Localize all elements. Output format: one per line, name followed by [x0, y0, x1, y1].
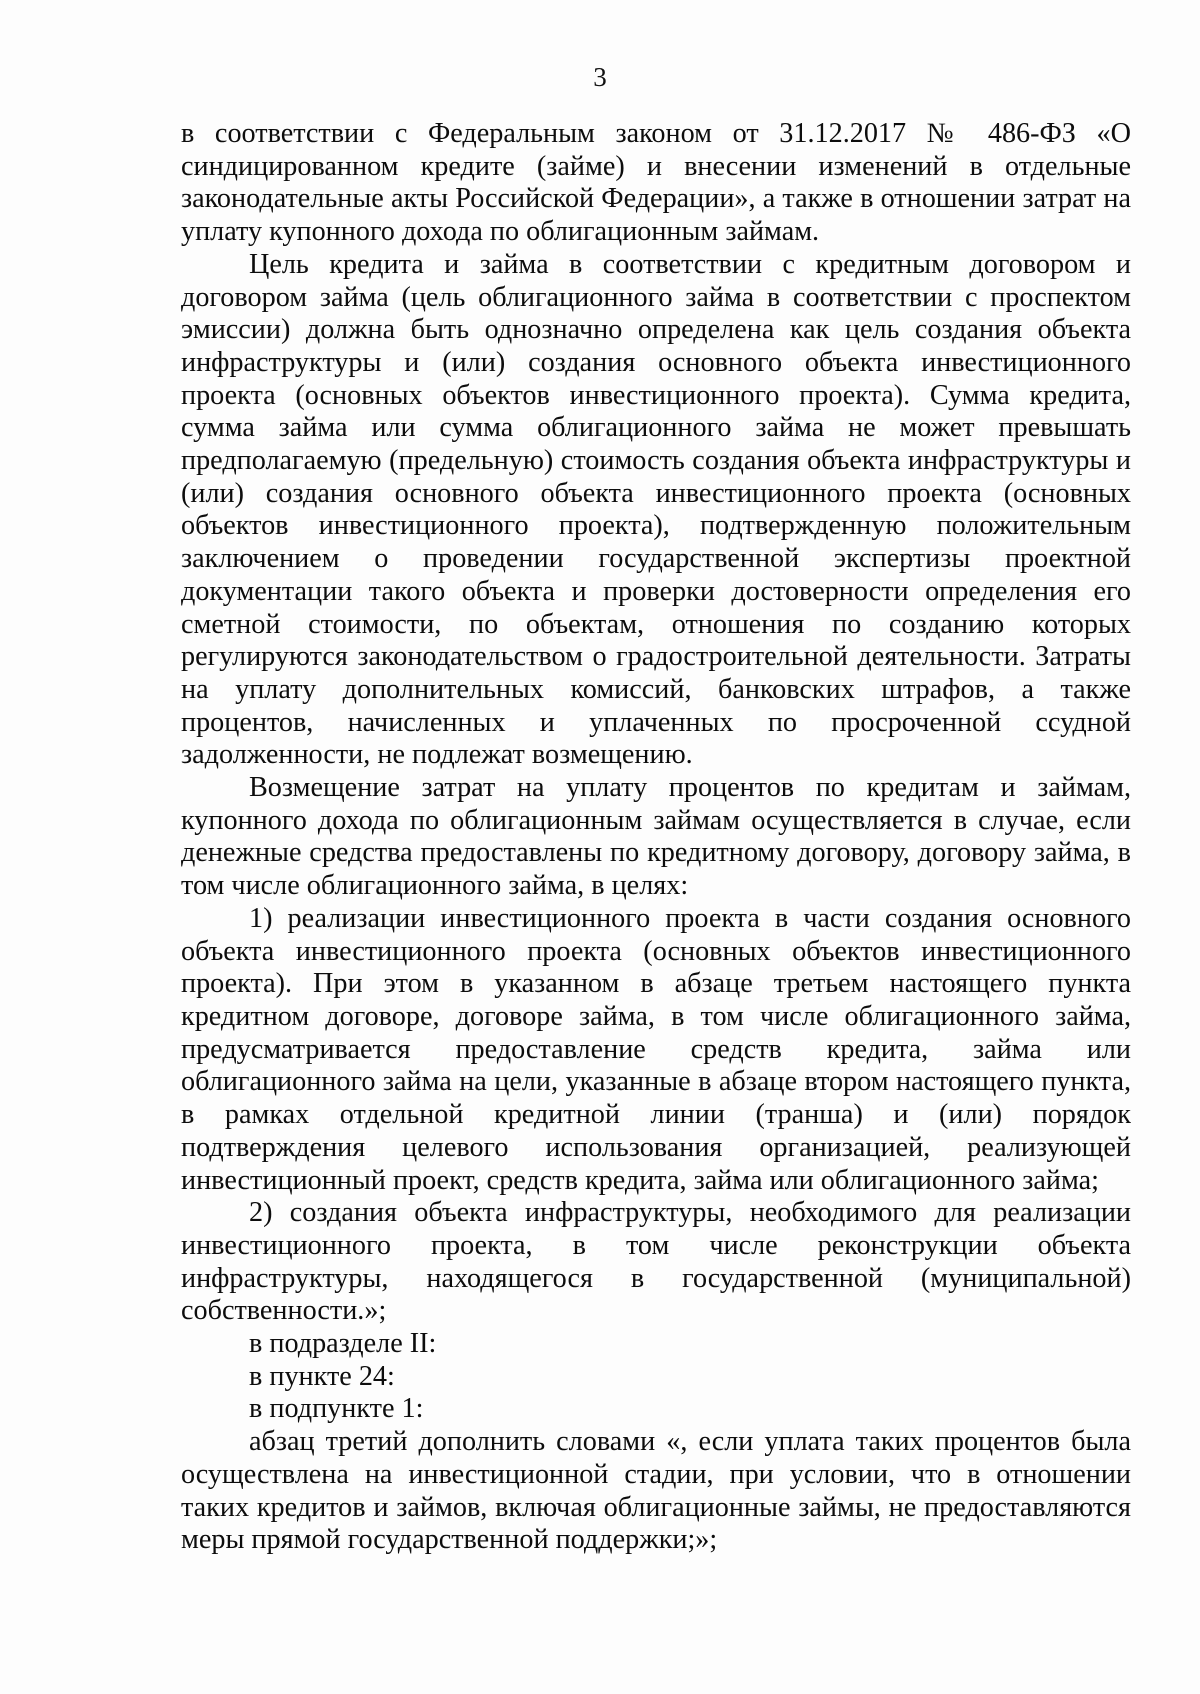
paragraph-subpoint-1: в подпункте 1:: [249, 1393, 424, 1425]
paragraph-loan-purpose: Цель кредита и займа в соответствии с кредитным договором и договором займа (цель облигационного займа в соответствии с проспектом эмиссии) должна быть однозначно определена как цель создания объекта инфраструктуры и (или) создания основного объекта инвестиционного проекта (основных объектов инвестиционного проекта). Сумма кредита, сумма займа или сумма облигационного займа не может превышать предполагаемую (предельную) стоимость создания объекта инфраструктуры и (или) создания основного объекта инвестиционного проекта (основных объектов инвестиционного проекта), подтвержденную положительным заключением о проведении государственной экспертизы проектной документации такого объекта и проверки достоверности определения его сметной стоимости, по объектам, отношения по созданию которых регулируются законодательством о градостроительной деятельности. Затраты на уплату дополнительных комиссий, банковских штрафов, а также процентов, начисленных и уплаченных по просроченной ссудной задолженности, не подлежат возмещению.: [181, 248, 1131, 771]
paragraph-continuation: в соответствии с Федеральным законом от 31.12.2017 № 486-ФЗ «О синдицированном кредите (займе) и внесении изменений в отдельные законодательные акты Российской Федерации», а также в отношении затрат на уплату купонного дохода по облигационным займам.: [181, 118, 1131, 248]
paragraph-item-1: 1) реализации инвестиционного проекта в части создания основного объекта инвестиционного проекта (основных объектов инвестиционного проекта). При этом в указанном в абзаце третьем настоящего пункта кредитном договоре, договоре займа, в том числе облигационного займа, предусматривается предоставление средств кредита, займа или облигационного займа на цели, указанные в абзаце втором настоящего пункта, в рамках отдельной кредитной линии (транша) и (или) порядок подтверждения целевого использования организацией, реализующей инвестиционный проект, средств кредита, займа или облигационного займа;: [181, 902, 1131, 1196]
paragraph-reimbursement-conditions: Возмещение затрат на уплату процентов по кредитам и займам, купонного дохода по облигационным займам осуществляется в случае, если денежные средства предоставлены по кредитному договору, договору займа, в том числе облигационного займа, в целях:: [181, 772, 1131, 902]
paragraph-item-2: 2) создания объекта инфраструктуры, необходимого для реализации инвестиционного проекта, в том числе реконструкции объекта инфраструктуры, находящегося в государственной (муниципальной) собственности.»;: [181, 1197, 1131, 1327]
document-body: [181, 118, 1131, 1557]
page-number: 3: [593, 62, 607, 92]
paragraph-point-24: в пункте 24:: [249, 1360, 395, 1392]
paragraph-amendment: абзац третий дополнить словами «, если уплата таких процентов была осуществлена на инвестиционной стадии, при условии, что в отношении таких кредитов и займов, включая облигационные займы, не предоставляются меры прямой государственной поддержки;»;: [181, 1426, 1131, 1556]
paragraph-subsection-ii: в подразделе II:: [249, 1328, 437, 1360]
